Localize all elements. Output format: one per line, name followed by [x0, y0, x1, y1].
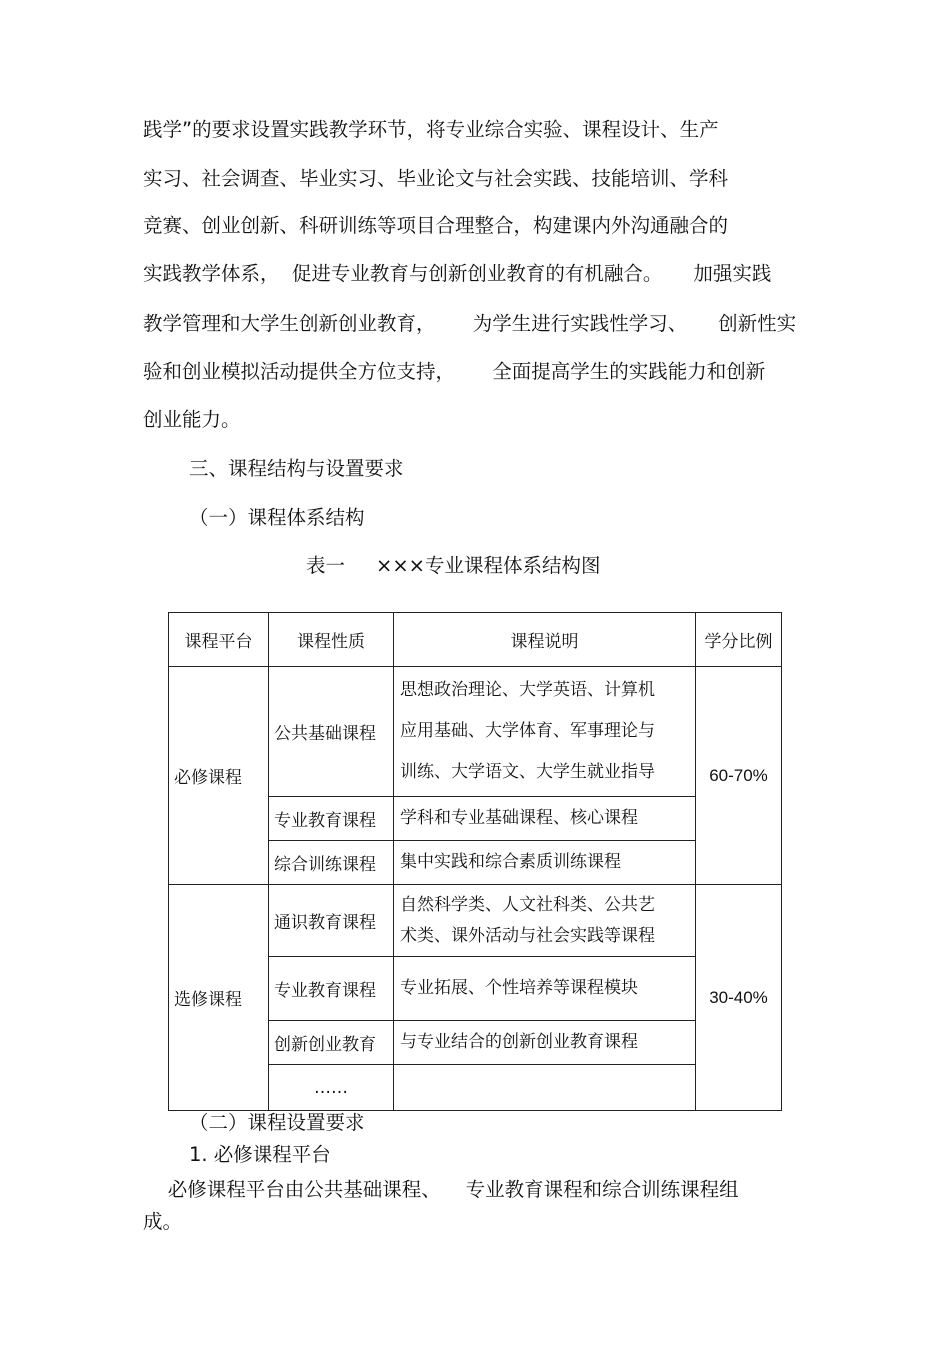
paragraph-line: 教学管理和大学生创新创业教育， 为学生进行实践性学习、 创新性实 [143, 312, 797, 335]
paragraph-line: 践学”的要求设置实践教学环节，将专业综合实验、课程设计、生产 [143, 118, 719, 141]
description-cell: 与专业结合的创新创业教育课程 [394, 1021, 696, 1065]
description-cell [394, 667, 696, 797]
nature-cell: …… [269, 1065, 394, 1111]
section-heading: 三、课程结构与设置要求 [189, 457, 404, 480]
header-description: 课程说明 [394, 613, 696, 667]
description-cell [394, 885, 696, 957]
credit-ratio-cell: 60-70% [696, 667, 782, 885]
nature-cell: 公共基础课程 [269, 667, 394, 797]
header-nature: 课程性质 [269, 613, 394, 667]
header-platform: 课程平台 [169, 613, 269, 667]
description-cell: 学科和专业基础课程、核心课程 [394, 797, 696, 841]
paragraph-line: 创业能力。 [143, 408, 241, 431]
description-line: 思想政治理论、大学英语、计算机 [400, 680, 655, 700]
nature-cell: 专业教育课程 [269, 957, 394, 1021]
paragraph-line: 成。 [143, 1210, 183, 1233]
table-row [169, 885, 782, 957]
description-line: 自然科学类、人文社科类、公共艺 [400, 895, 655, 915]
subsection-heading: （二）课程设置要求 [189, 1111, 365, 1134]
description-line: 应用基础、大学体育、军事理论与 [400, 721, 655, 741]
description-line: 术类、课外活动与社会实践等课程 [400, 926, 655, 946]
paragraph-line: 实践教学体系， 促进专业教育与创新创业教育的有机融合。 加强实践 [143, 262, 772, 285]
credit-ratio-cell: 30-40% [696, 885, 782, 1111]
paragraph-line: 实习、社会调查、毕业实习、毕业论文与社会实践、技能培训、学科 [143, 167, 729, 190]
paragraph-line: 验和创业模拟活动提供全方位支持， 全面提高学生的实践能力和创新 [143, 360, 766, 383]
description-cell: 专业拓展、个性培养等课程模块 [394, 957, 696, 1021]
course-structure-table [168, 612, 781, 1103]
table-header-row [169, 613, 782, 667]
table-caption: 表一 ×××专业课程体系结构图 [306, 554, 601, 577]
platform-cell: 必修课程 [169, 667, 269, 885]
description-cell [394, 1065, 696, 1111]
paragraph-line: 竞赛、创业创新、科研训练等项目合理整合，构建课内外沟通融合的 [143, 214, 729, 237]
nature-cell: 通识教育课程 [269, 885, 394, 957]
description-cell: 集中实践和综合素质训练课程 [394, 841, 696, 885]
paragraph-line: 必修课程平台由公共基础课程、 专业教育课程和综合训练课程组 [143, 1178, 739, 1201]
nature-cell: 创新创业教育 [269, 1021, 394, 1065]
platform-cell: 选修课程 [169, 885, 269, 1111]
nature-cell: 综合训练课程 [269, 841, 394, 885]
description-line: 训练、大学语文、大学生就业指导 [400, 762, 655, 782]
nature-cell: 专业教育课程 [269, 797, 394, 841]
header-credit-ratio: 学分比例 [696, 613, 782, 667]
list-item-heading: 1. 必修课程平台 [189, 1143, 331, 1166]
table-row [169, 667, 782, 797]
subsection-heading: （一）课程体系结构 [189, 506, 365, 529]
